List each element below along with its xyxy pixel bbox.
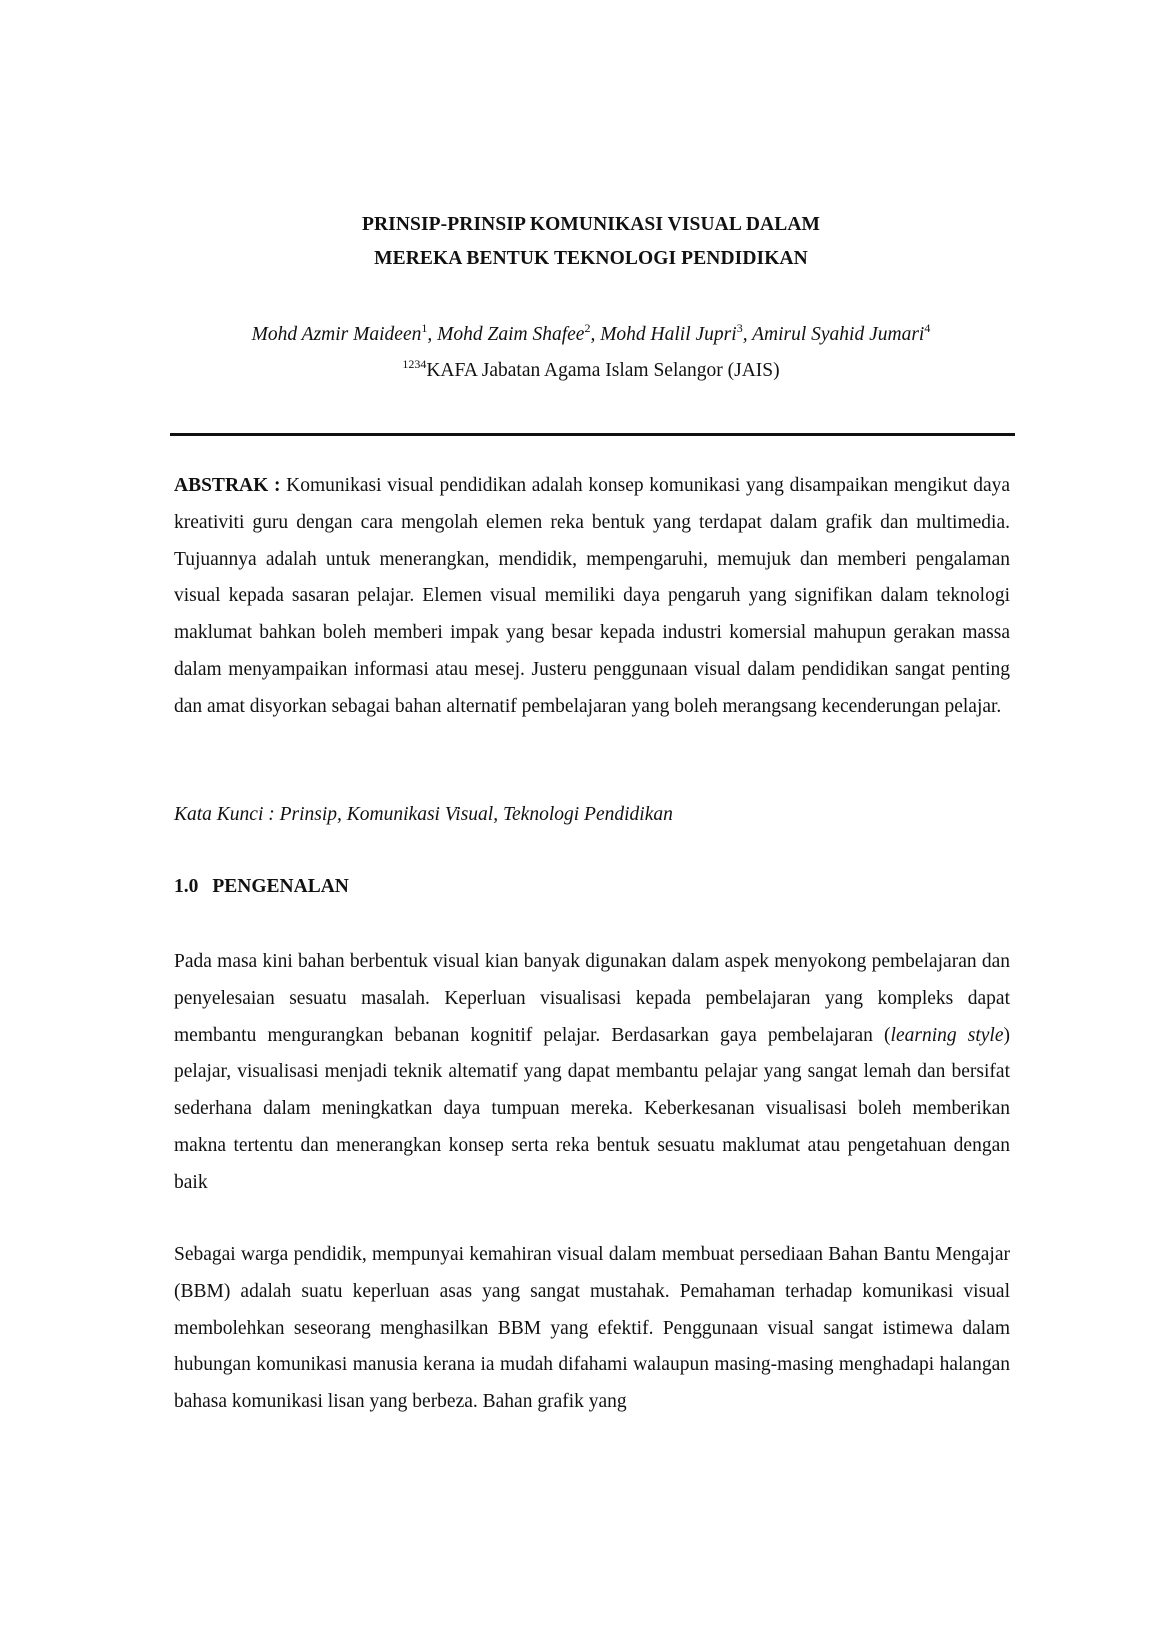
author-2 — [437, 321, 601, 345]
author-4-sup: 4 — [924, 321, 931, 335]
author-2-sep: , — [590, 324, 601, 345]
affiliation-text: KAFA Jabatan Agama Islam Selangor (JAIS) — [426, 360, 780, 381]
author-4 — [752, 321, 931, 345]
author-1-sup: 1 — [421, 321, 428, 335]
affiliation — [170, 356, 1012, 386]
section-heading — [174, 872, 349, 902]
author-3-sep: , — [742, 324, 753, 345]
author-1-name: Mohd Azmir Maideen — [251, 324, 422, 345]
author-3 — [600, 321, 753, 345]
header-divider — [170, 433, 1015, 436]
p1-text-before: Pada masa kini bahan berbentuk visual kian banyak digunakan dalam aspek menyokong pembelajaran dan penyelesaian sesuatu masalah. Keperluan visualisasi kepada pembelajaran yang kompleks dapat membantu mengurangkan bebanan kognitif pelajar. Berdasarkan gaya pembelajaran ( — [174, 951, 1010, 1046]
abstract — [174, 468, 1010, 726]
author-list — [170, 320, 1012, 350]
author-4-name: Amirul Syahid Jumari — [752, 324, 925, 345]
section-title: PENGENALAN — [212, 876, 349, 897]
section-number: 1.0 — [174, 876, 199, 897]
author-3-sup: 3 — [736, 321, 743, 335]
affiliation-sup: 1234 — [402, 357, 427, 371]
author-2-sup: 2 — [584, 321, 591, 335]
body-paragraph-2: Sebagai warga pendidik, mempunyai kemahiran visual dalam membuat persediaan Bahan Bantu Mengajar (BBM) adalah suatu keperluan asas yang sangat mustahak. Pemahaman terhadap komunikasi visual membolehkan seseorang menghasilkan BBM yang efektif. Penggunaan visual sangat istimewa dalam hubungan komunikasi manusia kerana ia mudah difahami walaupun masing-masing menghadapi halangan bahasa komunikasi lisan yang berbeza. Bahan grafik yang — [174, 1244, 1010, 1413]
title-line-2: MEREKA BENTUK TEKNOLOGI PENDIDIKAN — [374, 248, 808, 269]
author-2-name: Mohd Zaim Shafee — [437, 324, 585, 345]
p1-italic-term: learning style — [890, 1024, 1004, 1046]
author-1 — [251, 321, 438, 345]
abstract-text: Komunikasi visual pendidikan adalah konsep komunikasi yang disampaikan mengikut daya kreativiti guru dengan cara mengolah elemen reka bentuk yang terdapat dalam grafik dan multimedia. Tujuannya adalah untuk menerangkan, mendidik, mempengaruhi, memujuk dan memberi pengalaman visual kepada sasaran pelajar. Elemen visual memiliki daya pengaruh yang signifikan dalam teknologi maklumat bahkan boleh memberi impak yang besar kepada industri komersial mahupun gerakan massa dalam menyampaikan informasi atau mesej. Justeru penggunaan visual dalam pendidikan sangat penting dan amat disyorkan sebagai bahan alternatif pembelajaran yang boleh merangsang kecenderungan pelajar. — [174, 475, 1011, 717]
p1-text-after: ) pelajar, visualisasi menjadi teknik altematif yang dapat membantu pelajar yang sangat lemah dan bersifat sederhana dalam meningkatkan daya tumpuan mereka. Keberkesanan visualisasi boleh memberikan makna tertentu dan menerangkan konsep serta reka bentuk sesuatu maklumat atau pengetahuan dengan baik — [174, 1024, 1010, 1193]
title-line-1: PRINSIP-PRINSIP KOMUNIKASI VISUAL DALAM — [361, 214, 821, 235]
paper-title — [170, 208, 1012, 276]
author-3-name: Mohd Halil Jupri — [600, 324, 737, 345]
abstract-label: ABSTRAK : — [174, 475, 281, 496]
keywords: Kata Kunci : Prinsip, Komunikasi Visual, Teknologi Pendidikan — [174, 804, 673, 825]
body-paragraph-1 — [174, 944, 1010, 1202]
author-1-sep: , — [427, 324, 438, 345]
